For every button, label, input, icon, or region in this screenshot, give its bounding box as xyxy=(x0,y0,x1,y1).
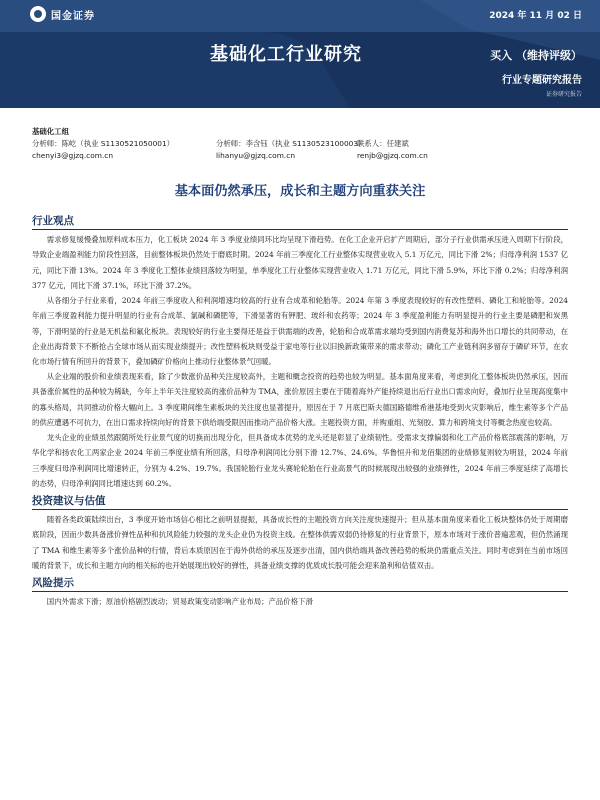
analyst-name-row xyxy=(32,138,428,150)
section-divider xyxy=(32,591,568,592)
report-type: 行业专题研究报告 xyxy=(502,75,582,86)
rating-badge: 买入 （维持评级） xyxy=(490,49,582,62)
company-logo xyxy=(30,6,95,22)
section-divider xyxy=(32,229,568,230)
report-header xyxy=(0,0,600,108)
section-heading-advice: 投资建议与估值 xyxy=(32,495,106,507)
analyst-block xyxy=(32,126,428,162)
analyst-1-email[interactable]: chenyi3@gjzq.com.cn xyxy=(32,151,114,160)
contact-email[interactable]: renjb@gjzq.com.cn xyxy=(357,151,428,160)
views-paragraph-3: 从企业端的股价和业绩表现来看，除了少数涨价品种关注度较高外，主题和概念投资的趋势也较为明显。基本面角度来看，考虑到化工整体板块仍然承压，因而具备涨价属性的品种较为稀缺，今年上半年关注度较高的涨价品种为 TMA，涨价原因主要在于随着海外产能持续退出后行业出口需求向好，叠加行业呈现高度集中的寡头格局，共同推动价格大幅向上。3 季度期间维生素板块的关注度也显著提升，原因在于 7 月底巴斯夫德国路德维希港基地受到火灾影响后，维生素等多个产品的供应遭遇不可抗力，在出口需求持续向好的背景下供给端受限因而推动产品价格大涨。主题投资方面，并购重组、光刻胶、算力和跨境支付等概念热度也较高。 xyxy=(32,372,568,427)
contact-label: 联系人：任建斌 xyxy=(357,139,409,148)
views-paragraph-2: 从各细分子行业来看，2024 年前三季度收入和利润增速均较高的行业有合成革和轮胎等。2024 年第 3 季度表现较好的有改性塑料、磷化工和轮胎等。2024 年前三季度盈利能力提升明显的行业有合成革、氯碱和磷肥等，下滑显著的有钾肥、玻纤和农药等；2024 年 3 季度盈利能力有明显提升的行业主要是磷肥和炭黑等，下滑明显的行业是无机盐和氟化板块。表现较好的行业主要得还是益于供需端的改善，轮胎和合成革需求端均受到国内消费复苏和海外出口增长的共同带动，在企业出海背景下不断抢占全球市场从而实现业绩提升；改性塑料板块则受益于家电等行业以旧换新政策带来的需求带动；磷化工产业链利润多留存于磷矿环节，在农化市场行情有所回升的背景下，叠加磷矿价格向上推动行业整体景气回暖。 xyxy=(32,296,568,367)
section-divider xyxy=(32,509,568,510)
analyst-email-row xyxy=(32,150,428,162)
section-heading-risk: 风险提示 xyxy=(32,577,74,589)
report-title: 基本面仍然承压，成长和主题方向重获关注 xyxy=(174,184,426,199)
views-paragraph-4: 龙头企业的业绩虽然跟随所处行业景气度的切换而出现分化，但具备成本优势的龙头还是彰显了业绩韧性。受需求支撑偏弱和化工产品价格底部震荡的影响，万华化学和扬农化工两家企业 2024 年前三季度业绩有所回落，归母净利润同比分别下滑 12.7%、24.6%。华鲁恒升和龙佰集团的业绩修复则较为明显，2024 年前三季度归母净利润同比增速转正，分别为 4.2%、19.7%。我国轮胎行业龙头赛轮轮胎在行业高景气的时候展现出较强的业绩弹性，2024 年前三季度延续了高增长的态势，归母净利润同比增速达到 60.2%。 xyxy=(32,433,568,488)
risk-paragraph-1: 国内外需求下滑；原油价格剧烈波动；贸易政策变动影响产业布局；产品价格下滑 xyxy=(46,597,313,606)
advice-paragraph-1: 随着各类政策陆续出台，3 季度开始市场信心相比之前明显提振，具备成长性的主题投资方向关注度快速提升；但从基本面角度来看化工板块整体仍处于周期磨底阶段，因而少数具备涨价弹性品种和抗风险能力较强的龙头企业仍为投资主线。在整体供需双弱仍待修复的行业背景下，原本市场对于涨价普遍悲观，但仍然涌现了 TMA 和维生素等多个涨价品种的行情，背后本质原因在于海外供给的承压及逐步出清，国内供给端具备改善趋势的板块仍需重点关注。同时考虑到在当前市场回暖的背景下，成长和主题方向的相关标的也开始展现出较好的弹性，具备业绩支撑的优质成长股可能会迎来盈利和估值双击。 xyxy=(32,515,568,570)
analyst-2-email[interactable]: lihanyu@gjzq.com.cn xyxy=(216,151,295,160)
analyst-2-label: 分析师：李含钰（执业 S1130523100003） xyxy=(216,139,366,148)
views-paragraph-1: 需求修复缓慢叠加原料成本压力，化工板块 2024 年 3 季度业绩同环比均呈现下滑趋势。在化工企业开启扩产周期后，部分子行业供需承压进入周期下行阶段，导致企业端盈利能力阶段性回落，目前整体板块仍然处于磨底时期。2024 年前三季度化工行业整体实现营业收入 5.1 万亿元，同比下滑 2%；归母净利润 1537 亿元，同比下滑 13%。2024 年 3 季度化工整体业绩回落较为明显，单季度化工行业整体实现营业收入 1.71 万亿元，同比下滑 5.9%，环比下滑 0.2%；归母净利润 377 亿元，同比下滑 37.1%，环比下滑 37.2%。 xyxy=(32,235,568,290)
report-date: 2024 年 11 月 02 日 xyxy=(489,11,582,21)
report-category-title: 基础化工行业研究 xyxy=(210,44,362,65)
analyst-1-label: 分析师：陈屹（执业 S1130521050001） xyxy=(32,139,175,148)
team-name: 基础化工组 xyxy=(32,127,69,136)
logo-mark-icon xyxy=(30,6,46,22)
report-subtype: 证券研究报告 xyxy=(545,91,582,98)
section-heading-views: 行业观点 xyxy=(32,215,74,227)
logo-text: 国金证券 xyxy=(51,10,95,22)
